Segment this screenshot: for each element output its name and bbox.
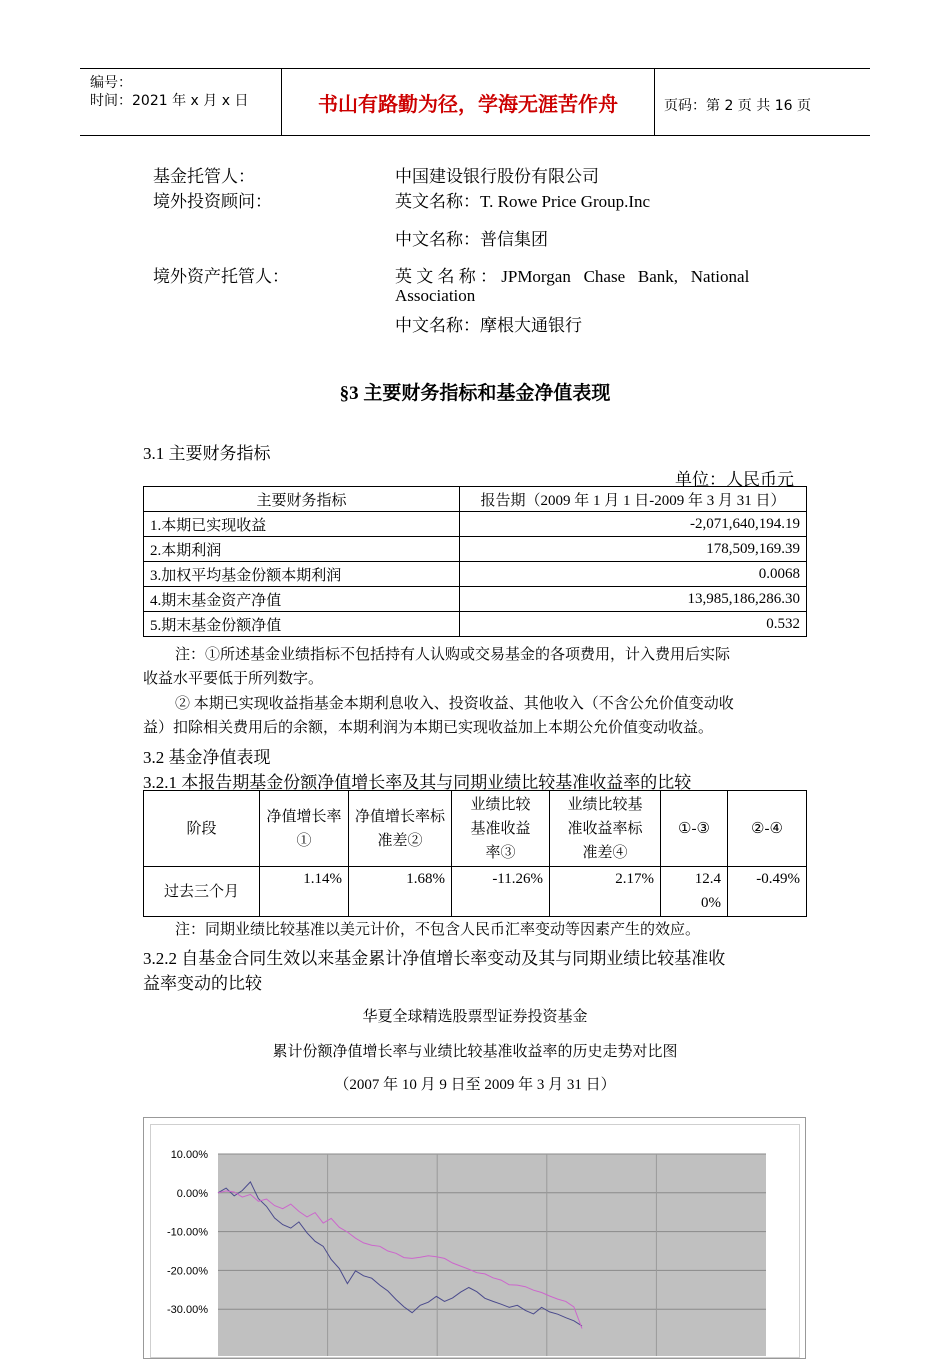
row-value: 178,509,169.39 (460, 537, 807, 562)
row-value: 1.14% (260, 867, 349, 917)
header-top-rule (80, 68, 870, 69)
performance-note: 注：同期业绩比较基准以美元计价，不包含人民币汇率变动等因素产生的效应。 (175, 922, 701, 938)
table-header-cell: ①-③ (661, 791, 728, 867)
y-tick-label: -10.00% (167, 1226, 208, 1239)
nav-vs-benchmark-line-chart (150, 1124, 798, 1356)
y-tick-label: -20.00% (167, 1265, 208, 1278)
row-value: -0.49% (728, 867, 807, 917)
row-value: 0.532 (460, 612, 807, 637)
table-header-cell: 净值增长率标准差② (349, 791, 452, 867)
overseas-custodian-label: 境外资产托管人： (153, 267, 289, 286)
row-label: 2.本期利润 (144, 537, 460, 562)
table-header-cell: 阶段 (144, 791, 260, 867)
advisor-label: 境外投资顾问： (153, 192, 272, 211)
header-bottom-rule (80, 135, 870, 136)
chart-title-2: 累计份额净值增长率与业绩比较基准收益率的历史走势对比图 (272, 1044, 678, 1060)
table-header-cell: 业绩比较基准收益率标准差④ (550, 791, 661, 867)
table-header-cell: 报告期（2009 年 1 月 1 日-2009 年 3 月 31 日） (460, 487, 807, 512)
table-header-cell: 主要财务指标 (144, 487, 460, 512)
table-header-row (144, 791, 807, 867)
row-label: 3.加权平均基金份额本期利润 (144, 562, 460, 587)
row-label: 5.期末基金份额净值 (144, 612, 460, 637)
row-label: 1.本期已实现收益 (144, 512, 460, 537)
subsection-3-2-2-line1: 3.2.2 自基金合同生效以来基金累计净值增长率变动及其与同期业绩比较基准收 (143, 949, 726, 968)
row-value: 13,985,186,286.30 (460, 587, 807, 612)
table-row (144, 867, 807, 917)
row-value: -11.26% (452, 867, 550, 917)
table-row (144, 612, 807, 637)
table-row (144, 537, 807, 562)
subsection-3-2-2-line2: 益率变动的比较 (143, 974, 262, 993)
table-row (144, 587, 807, 612)
custodian-value: 中国建设银行股份有限公司 (395, 167, 599, 186)
row-value: -2,071,640,194.19 (460, 512, 807, 537)
row-period: 过去三个月 (144, 867, 260, 917)
table-row (144, 562, 807, 587)
y-tick-label: -30.00% (167, 1304, 208, 1317)
table-row (144, 512, 807, 537)
header-divider-right (654, 68, 655, 136)
table-header-cell: 净值增长率① (260, 791, 349, 867)
header-number: 编号： (90, 75, 132, 91)
y-tick-label: 10.00% (170, 1149, 208, 1161)
subsection-3-2-1: 3.2.1 本报告期基金份额净值增长率及其与同期业绩比较基准收益率的比较 (143, 773, 692, 792)
row-value: 0.0068 (460, 562, 807, 587)
note-2-line1: ② 本期已实现收益指基金本期利息收入、投资收益、其他收入（不含公允价值变动收 (175, 696, 734, 712)
performance-table (143, 790, 807, 917)
subsection-3-1: 3.1 主要财务指标 (143, 444, 271, 463)
table-header-row (144, 487, 807, 512)
header-page-number: 页码：第 2 页 共 16 页 (664, 98, 811, 114)
header-time: 时间：2021 年 x 月 x 日 (90, 93, 249, 109)
header-motto: 书山有路勤为径，学海无涯苦作舟 (318, 92, 618, 116)
advisor-cn-name: 中文名称：普信集团 (395, 230, 548, 249)
table-header-cell: ②-④ (728, 791, 807, 867)
subsection-3-2: 3.2 基金净值表现 (143, 748, 271, 767)
unit-label: 单位：人民币元 (675, 470, 794, 489)
row-value: 1.68% (349, 867, 452, 917)
overseas-cn-name: 中文名称：摩根大通银行 (395, 316, 582, 335)
y-tick-label: 0.00% (176, 1187, 208, 1200)
advisor-en-name: 英文名称：T. Rowe Price Group.Inc (395, 192, 651, 211)
row-value: 12.40% (661, 867, 728, 917)
plot-area (218, 1154, 766, 1356)
row-label: 4.期末基金资产净值 (144, 587, 460, 612)
note-2-line2: 益）扣除相关费用后的余额，本期利润为本期已实现收益加上本期公允价值变动收益。 (143, 720, 714, 736)
overseas-en-name-line1: 英 文 名 称 ： JPMorgan Chase Bank, National (395, 267, 750, 286)
table-header-cell: 业绩比较基准收益率③ (452, 791, 550, 867)
overseas-en-name-line2: Association (395, 286, 476, 305)
row-value: 2.17% (550, 867, 661, 917)
chart-title-1: 华夏全球精选股票型证券投资基金 (362, 1009, 588, 1025)
note-1-line2: 收益水平要低于所列数字。 (143, 671, 324, 687)
chart-title-3: （2007 年 10 月 9 日至 2009 年 3 月 31 日） (334, 1077, 616, 1093)
section-title: §3 主要财务指标和基金净值表现 (339, 383, 611, 404)
note-1-line1: 注：①所述基金业绩指标不包括持有人认购或交易基金的各项费用，计入费用后实际 (175, 647, 731, 663)
financial-indicators-table (143, 486, 807, 637)
custodian-label: 基金托管人： (153, 167, 255, 186)
